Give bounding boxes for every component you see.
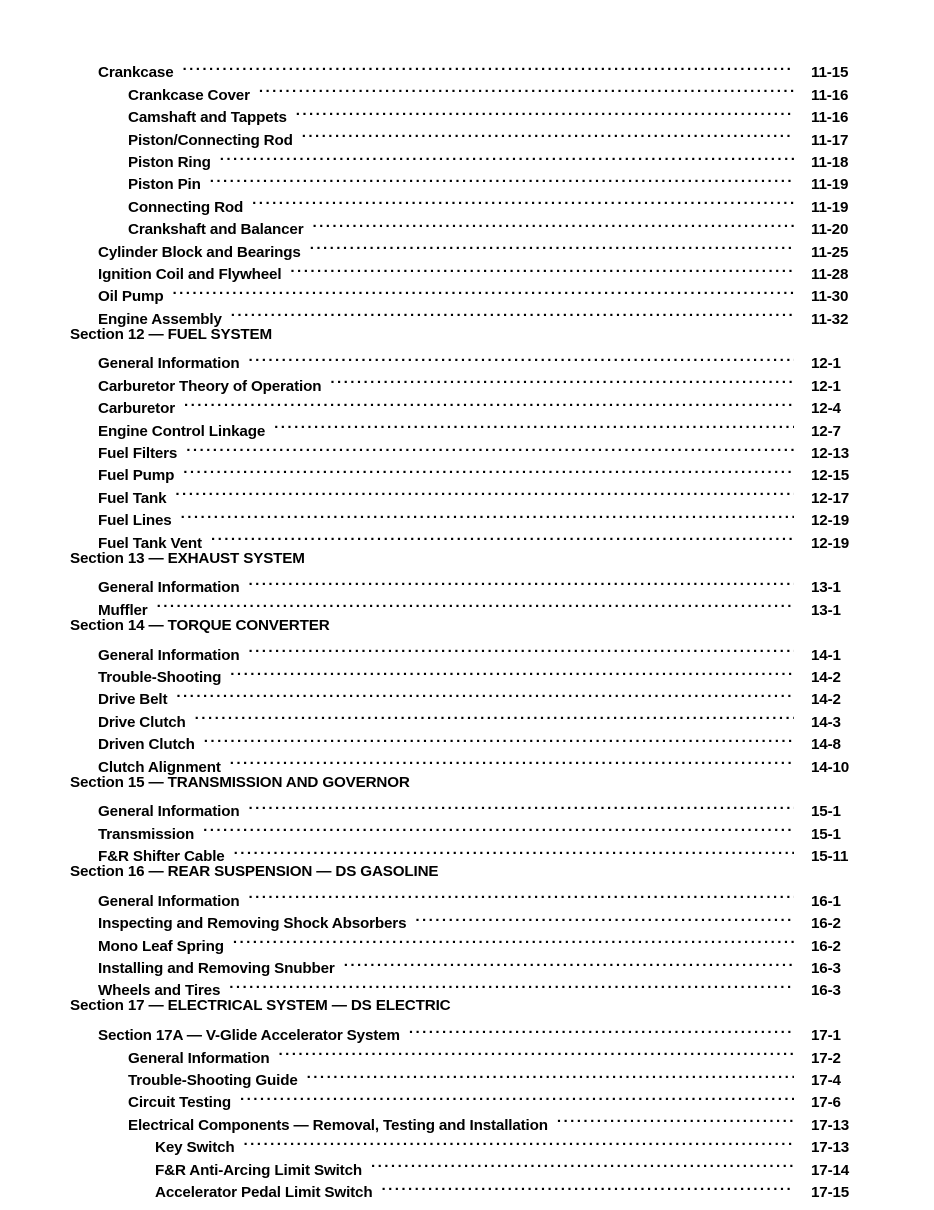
toc-page-number: 12-19	[811, 534, 850, 552]
toc-entry[interactable]	[0, 637, 934, 664]
toc-page-number: 17-4	[811, 1071, 841, 1089]
dot-leader	[210, 167, 794, 189]
dot-leader	[220, 145, 794, 167]
dot-leader	[211, 525, 794, 547]
toc-entry-title: Fuel Pump	[98, 467, 175, 485]
toc-page-number: 16-3	[811, 960, 841, 978]
toc-page-number: 12-19	[811, 512, 850, 530]
dot-leader	[252, 189, 794, 211]
toc-entry-title: Section 17A — V-Glide Accelerator System	[98, 1027, 400, 1045]
toc-entry[interactable]	[0, 1175, 934, 1201]
dot-leader	[278, 1040, 794, 1062]
toc-entry-title: Fuel Filters	[98, 445, 178, 463]
toc-page-number: 17-6	[811, 1094, 841, 1112]
toc-entry[interactable]	[0, 883, 934, 910]
dot-leader	[240, 1085, 794, 1107]
dot-leader	[248, 346, 794, 368]
toc-page-number: 12-4	[811, 400, 841, 418]
toc-entry-title: General Information	[98, 355, 240, 373]
dot-leader	[230, 660, 794, 682]
toc-entry-title: Fuel Lines	[98, 512, 172, 530]
dot-leader	[186, 436, 794, 458]
toc-entry-title: Wheels and Tires	[98, 982, 221, 1000]
toc-page-number: 16-2	[811, 937, 841, 955]
toc-entry-title: General Information	[98, 892, 240, 910]
dot-leader	[371, 1152, 794, 1174]
toc-entry-title: Drive Belt	[98, 691, 168, 709]
dot-leader	[248, 637, 794, 659]
toc-page-number: 16-3	[811, 982, 841, 1000]
toc-page-number: 14-2	[811, 668, 841, 686]
toc-page-number: 12-7	[811, 422, 841, 440]
toc-page-number: 15-1	[811, 825, 841, 843]
toc-page-number: 17-1	[811, 1027, 841, 1045]
toc-page-number: 14-10	[811, 758, 850, 776]
toc-entry-list	[0, 55, 934, 1201]
toc-page-number: 11-28	[811, 265, 849, 283]
toc-entry[interactable]	[0, 570, 934, 597]
dot-leader	[248, 794, 794, 816]
toc-entry-title: Mono Leaf Spring	[98, 937, 224, 955]
toc-entry-title: Section 16 — REAR SUSPENSION — DS GASOLINE	[70, 863, 439, 881]
dot-leader	[302, 122, 794, 144]
toc-page-number: 12-13	[811, 445, 850, 463]
toc-entry-title: Inspecting and Removing Shock Absorbers	[98, 915, 407, 933]
toc-page-number: 11-25	[811, 243, 849, 261]
dot-leader	[229, 973, 794, 995]
toc-entry-title: Cylinder Block and Bearings	[98, 243, 301, 261]
toc-entry-title: Section 13 — EXHAUST SYSTEM	[70, 549, 305, 567]
toc-page-number: 14-3	[811, 713, 841, 731]
toc-entry-title: Accelerator Pedal Limit Switch	[155, 1183, 373, 1201]
dot-leader	[204, 727, 794, 749]
toc-page-number: 11-18	[811, 153, 849, 171]
dot-leader	[176, 682, 794, 704]
toc-entry[interactable]	[0, 794, 934, 821]
toc-entry-title: Crankcase Cover	[128, 86, 250, 104]
dot-leader	[195, 704, 794, 726]
dot-leader	[244, 1130, 794, 1152]
dot-leader	[248, 570, 794, 592]
toc-entry[interactable]	[0, 1152, 934, 1179]
toc-page-number: 13-1	[811, 579, 841, 597]
dot-leader	[313, 212, 795, 234]
dot-leader	[330, 368, 794, 390]
toc-page-number: 17-13	[811, 1139, 850, 1157]
toc-entry-title: Carburetor Theory of Operation	[98, 377, 322, 395]
toc-entry-title: Installing and Removing Snubber	[98, 960, 335, 978]
toc-section-header[interactable]	[0, 861, 934, 883]
dot-leader	[381, 1175, 794, 1197]
dot-leader	[183, 458, 794, 480]
toc-entry-title: Electrical Components — Removal, Testing and Installation	[128, 1116, 548, 1134]
toc-page-number: 16-2	[811, 915, 841, 933]
dot-leader	[175, 480, 794, 502]
toc-page-number: 11-16	[811, 109, 849, 127]
toc-page-number: 11-15	[811, 64, 849, 82]
toc-page-number: 15-1	[811, 803, 841, 821]
dot-leader	[157, 592, 794, 614]
toc-entry-title: Trouble-Shooting Guide	[128, 1071, 298, 1089]
toc-entry-title: Driven Clutch	[98, 736, 195, 754]
dot-leader	[231, 301, 794, 323]
toc-entry-title: Circuit Testing	[128, 1094, 231, 1112]
dot-leader	[259, 77, 794, 99]
toc-entry-title: Key Switch	[155, 1139, 235, 1157]
toc-entry[interactable]	[0, 1018, 934, 1045]
toc-page-number: 11-16	[811, 86, 849, 104]
toc-page-number: 17-14	[811, 1161, 850, 1179]
dot-leader	[310, 234, 794, 256]
toc-page-number: 16-1	[811, 892, 841, 910]
dot-leader	[230, 749, 794, 771]
toc-section-header[interactable]	[0, 615, 934, 637]
toc-section-header[interactable]	[0, 772, 934, 794]
toc-page-number: 14-8	[811, 736, 841, 754]
toc-page-number: 11-32	[811, 310, 849, 328]
toc-entry[interactable]	[0, 55, 934, 82]
toc-entry-title: Section 17 — ELECTRICAL SYSTEM — DS ELECTRIC	[70, 997, 451, 1015]
toc-entry-title: General Information	[98, 803, 240, 821]
dot-leader	[409, 1018, 794, 1040]
toc-entry-title: General Information	[98, 579, 240, 597]
toc-page-number: 11-30	[811, 288, 849, 306]
toc-page-number: 13-1	[811, 601, 841, 619]
dot-leader	[557, 1107, 794, 1129]
toc-page-number: 11-17	[811, 131, 849, 149]
toc-entry-title: Crankcase	[98, 64, 174, 82]
dot-leader	[415, 906, 794, 928]
toc-entry-title: Camshaft and Tappets	[128, 109, 287, 127]
toc-page-number: 17-15	[811, 1183, 850, 1201]
toc-entry-title: Piston Pin	[128, 176, 201, 194]
toc-entry-title: Section 15 — TRANSMISSION AND GOVERNOR	[70, 773, 410, 791]
toc-entry-title: Section 12 — FUEL SYSTEM	[70, 325, 273, 343]
dot-leader	[296, 100, 794, 122]
toc-page-number: 12-1	[811, 377, 841, 395]
toc-page-number: 12-1	[811, 355, 841, 373]
toc-entry-title: General Information	[98, 646, 240, 664]
dot-leader	[274, 413, 794, 435]
toc-page-number: 17-13	[811, 1116, 850, 1134]
toc-page-number: 11-19	[811, 198, 849, 216]
toc-entry-title: Piston/Connecting Rod	[128, 131, 293, 149]
toc-entry-title: Engine Assembly	[98, 310, 222, 328]
toc-entry-title: Connecting Rod	[128, 198, 244, 216]
toc-page-number: 17-2	[811, 1049, 841, 1067]
toc-entry-title: Ignition Coil and Flywheel	[98, 265, 282, 283]
toc-entry-title: General Information	[128, 1049, 270, 1067]
toc-entry-title: Fuel Tank	[98, 489, 167, 507]
toc-entry-title: Drive Clutch	[98, 713, 186, 731]
dot-leader	[181, 503, 794, 525]
toc-entry-title: Carburetor	[98, 400, 175, 418]
toc-entry-title: F&R Anti-Arcing Limit Switch	[155, 1161, 363, 1179]
dot-leader	[184, 391, 794, 413]
toc-section-header[interactable]	[0, 995, 934, 1017]
toc-entry-title: Fuel Tank Vent	[98, 534, 202, 552]
toc-entry-title: F&R Shifter Cable	[98, 848, 225, 866]
toc-entry-title: Muffler	[98, 601, 148, 619]
dot-leader	[234, 839, 794, 861]
toc-page-number: 12-17	[811, 489, 850, 507]
toc-page-number: 14-2	[811, 691, 841, 709]
toc-entry[interactable]	[0, 346, 934, 373]
dot-leader	[183, 55, 795, 77]
toc-section-header[interactable]	[0, 548, 934, 570]
toc-page-number: 15-11	[811, 848, 849, 866]
toc-page-number: 14-1	[811, 646, 841, 664]
toc-entry-title: Oil Pump	[98, 288, 164, 306]
toc-entry-title: Trouble-Shooting	[98, 668, 222, 686]
toc-section-header[interactable]	[0, 324, 934, 346]
dot-leader	[203, 816, 794, 838]
toc-page-number: 12-15	[811, 467, 850, 485]
toc-entry-title: Crankshaft and Balancer	[128, 221, 304, 239]
dot-leader	[290, 257, 794, 279]
toc-entry-title: Piston Ring	[128, 153, 211, 171]
dot-leader	[344, 951, 794, 973]
toc-page-number: 11-19	[811, 176, 849, 194]
toc-page-number: 11-20	[811, 221, 849, 239]
toc-entry-title: Engine Control Linkage	[98, 422, 266, 440]
dot-leader	[233, 928, 794, 950]
dot-leader	[172, 279, 794, 301]
dot-leader	[307, 1063, 794, 1085]
toc-entry-title: Clutch Alignment	[98, 758, 221, 776]
toc-entry-title: Section 14 — TORQUE CONVERTER	[70, 616, 330, 634]
dot-leader	[248, 883, 794, 905]
toc-entry-title: Transmission	[98, 825, 195, 843]
